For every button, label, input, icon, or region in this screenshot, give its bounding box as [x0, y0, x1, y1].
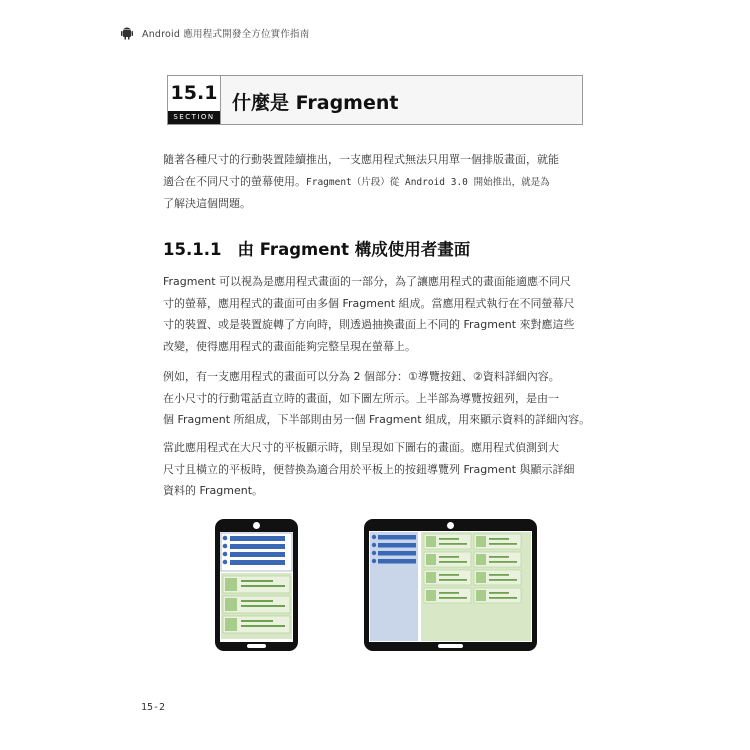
paragraph-2	[163, 366, 593, 431]
paragraph-line: 在小尺寸的行動電話直立時的畫面，如下圖左所示。上半部為導覽按鈕列，是由一	[163, 391, 559, 405]
nav-dot	[223, 560, 228, 565]
paragraph-line: 資料的 Fragment。	[163, 484, 264, 497]
phone-illustration	[215, 519, 298, 651]
nav-button	[378, 535, 416, 540]
nav-dot	[372, 543, 376, 547]
subsection-title: 由 Fragment 構成使用者畫面	[237, 240, 471, 259]
running-header	[120, 26, 309, 40]
intro-line-part: 適合在不同尺寸的螢幕使用。	[163, 174, 306, 188]
section-number-block	[168, 76, 221, 124]
nav-dot	[372, 559, 376, 563]
nav-button	[230, 544, 285, 549]
page-number: 15-2	[141, 702, 166, 713]
paragraph-line: 例如，有一支應用程式的畫面可以分為 2 個部分：①導覽按鈕、②資料詳細內容。	[163, 370, 560, 383]
section-number: 15.1	[170, 82, 218, 104]
android-icon	[120, 26, 134, 40]
section-title: 什麼是 Fragment	[232, 92, 399, 114]
nav-button	[230, 560, 285, 565]
home-indicator	[438, 644, 463, 648]
nav-button	[230, 552, 285, 557]
home-indicator	[247, 644, 266, 648]
paragraph-line: 個 Fragment 所組成，下半部則由另一個 Fragment 組成，用來顯示資料的詳細內容。	[163, 413, 591, 426]
section-tag: SECTION	[168, 111, 220, 124]
intro-line: 了解決這個問題。	[163, 197, 251, 210]
paragraph-1	[163, 271, 593, 357]
intro-line: 隨著各種尺寸的行動裝置陸續推出，一支應用程式無法只用單一個排版畫面，就能	[163, 153, 559, 166]
tablet-screen	[364, 519, 537, 651]
nav-dot	[372, 551, 376, 555]
paragraph-line: 尺寸且橫立的平板時，便替換為適合用於平板上的按鈕導覽列 Fragment 與顯示詳細	[163, 462, 575, 476]
nav-dot	[372, 535, 376, 539]
nav-button	[230, 536, 285, 541]
nav-dot	[223, 536, 228, 541]
nav-dot	[223, 552, 228, 557]
nav-fragment	[370, 532, 418, 641]
section-heading-box	[167, 75, 583, 125]
paragraph-3	[163, 437, 593, 502]
subsection-heading	[163, 236, 470, 260]
phone-screen	[215, 519, 298, 651]
paragraph-line: Fragment 可以視為是應用程式畫面的一部分，為了讓應用程式的畫面能適應不同尺	[163, 275, 572, 288]
paragraph-line: 改變，使得應用程式的畫面能夠完整呈現在螢幕上。	[163, 339, 416, 353]
book-title: Android 應用程式開發全方位實作指南	[142, 29, 310, 40]
paragraph-line: 寸的裝置、或是裝置旋轉了方向時，則透過抽換畫面上不同的 Fragment 來對應這些	[163, 318, 575, 331]
nav-dot	[223, 544, 228, 549]
intro-paragraph	[163, 149, 593, 215]
nav-button	[378, 559, 416, 564]
subsection-number: 15.1.1	[163, 240, 222, 259]
intro-line-part: Fragment（片段）從 Android 3.0 開始推出，就是為	[306, 176, 550, 188]
paragraph-line: 寸的螢幕，應用程式的畫面可由多個 Fragment 組成。當應用程式執行在不同螢幕尺	[163, 296, 575, 310]
nav-button	[378, 543, 416, 548]
paragraph-line: 當此應用程式在大尺寸的平板顯示時，則呈現如下圖右的畫面。應用程式偵測到大	[163, 441, 559, 454]
tablet-illustration	[364, 519, 537, 651]
nav-button	[378, 551, 416, 556]
intro-line	[163, 171, 593, 194]
